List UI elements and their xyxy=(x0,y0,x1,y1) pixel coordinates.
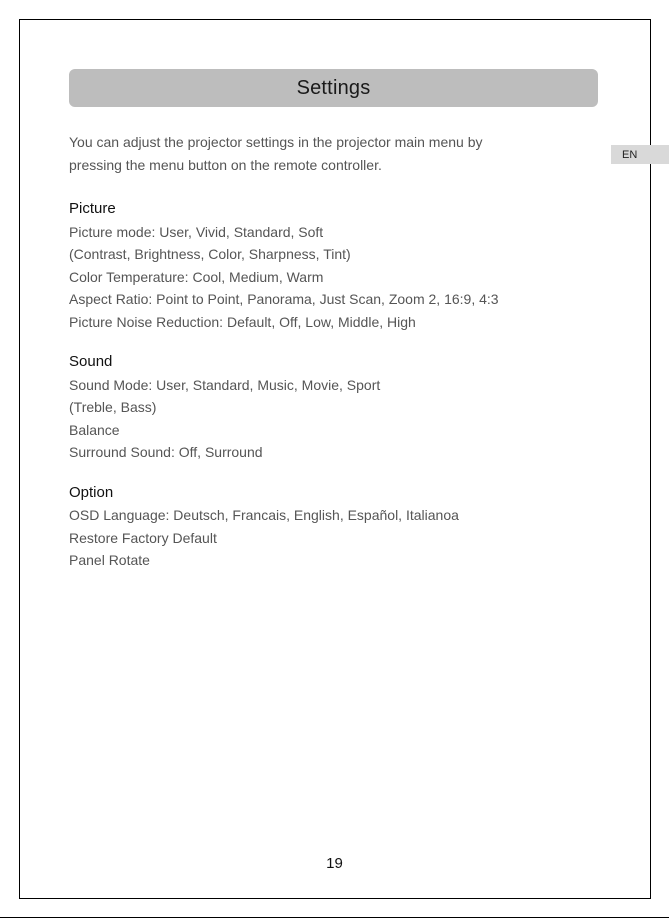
section-heading-picture: Picture xyxy=(69,200,116,217)
section-line: Surround Sound: Off, Surround xyxy=(69,444,263,460)
section-line: Picture Noise Reduction: Default, Off, Low, Middle, High xyxy=(69,313,416,330)
section-line: Restore Factory Default xyxy=(69,529,217,546)
section-line: Aspect Ratio: Point to Point, Panorama, Just Scan, Zoom 2, 16:9, 4:3 xyxy=(69,291,499,307)
section-line: (Treble, Bass) xyxy=(69,399,157,415)
intro-line: You can adjust the projector settings in the projector main menu by xyxy=(69,134,483,150)
section-heading-sound: Sound xyxy=(69,353,113,370)
intro-paragraph xyxy=(69,131,609,176)
section-heading-option: Option xyxy=(69,483,114,501)
page-number: 19 xyxy=(326,855,343,872)
section-line: Picture mode: User, Vivid, Standard, Soft xyxy=(69,223,324,240)
section-line: Balance xyxy=(69,421,120,438)
section-sound xyxy=(69,351,609,464)
section-line: Panel Rotate xyxy=(69,552,150,568)
section-line: Color Temperature: Cool, Medium, Warm xyxy=(69,268,324,285)
content-body xyxy=(69,131,609,572)
title-bar xyxy=(69,69,598,107)
language-tab: EN xyxy=(611,145,669,164)
section-picture xyxy=(69,198,609,333)
section-option xyxy=(69,482,609,572)
intro-line: pressing the menu button on the remote controller. xyxy=(69,156,382,173)
section-line: (Contrast, Brightness, Color, Sharpness, Tint) xyxy=(69,246,351,262)
section-line: Sound Mode: User, Standard, Music, Movie, Sport xyxy=(69,376,381,393)
bottom-rule xyxy=(0,917,669,918)
section-line: OSD Language: Deutsch, Francais, English, Español, Italianoa xyxy=(69,507,459,523)
page-title: Settings xyxy=(296,76,371,99)
